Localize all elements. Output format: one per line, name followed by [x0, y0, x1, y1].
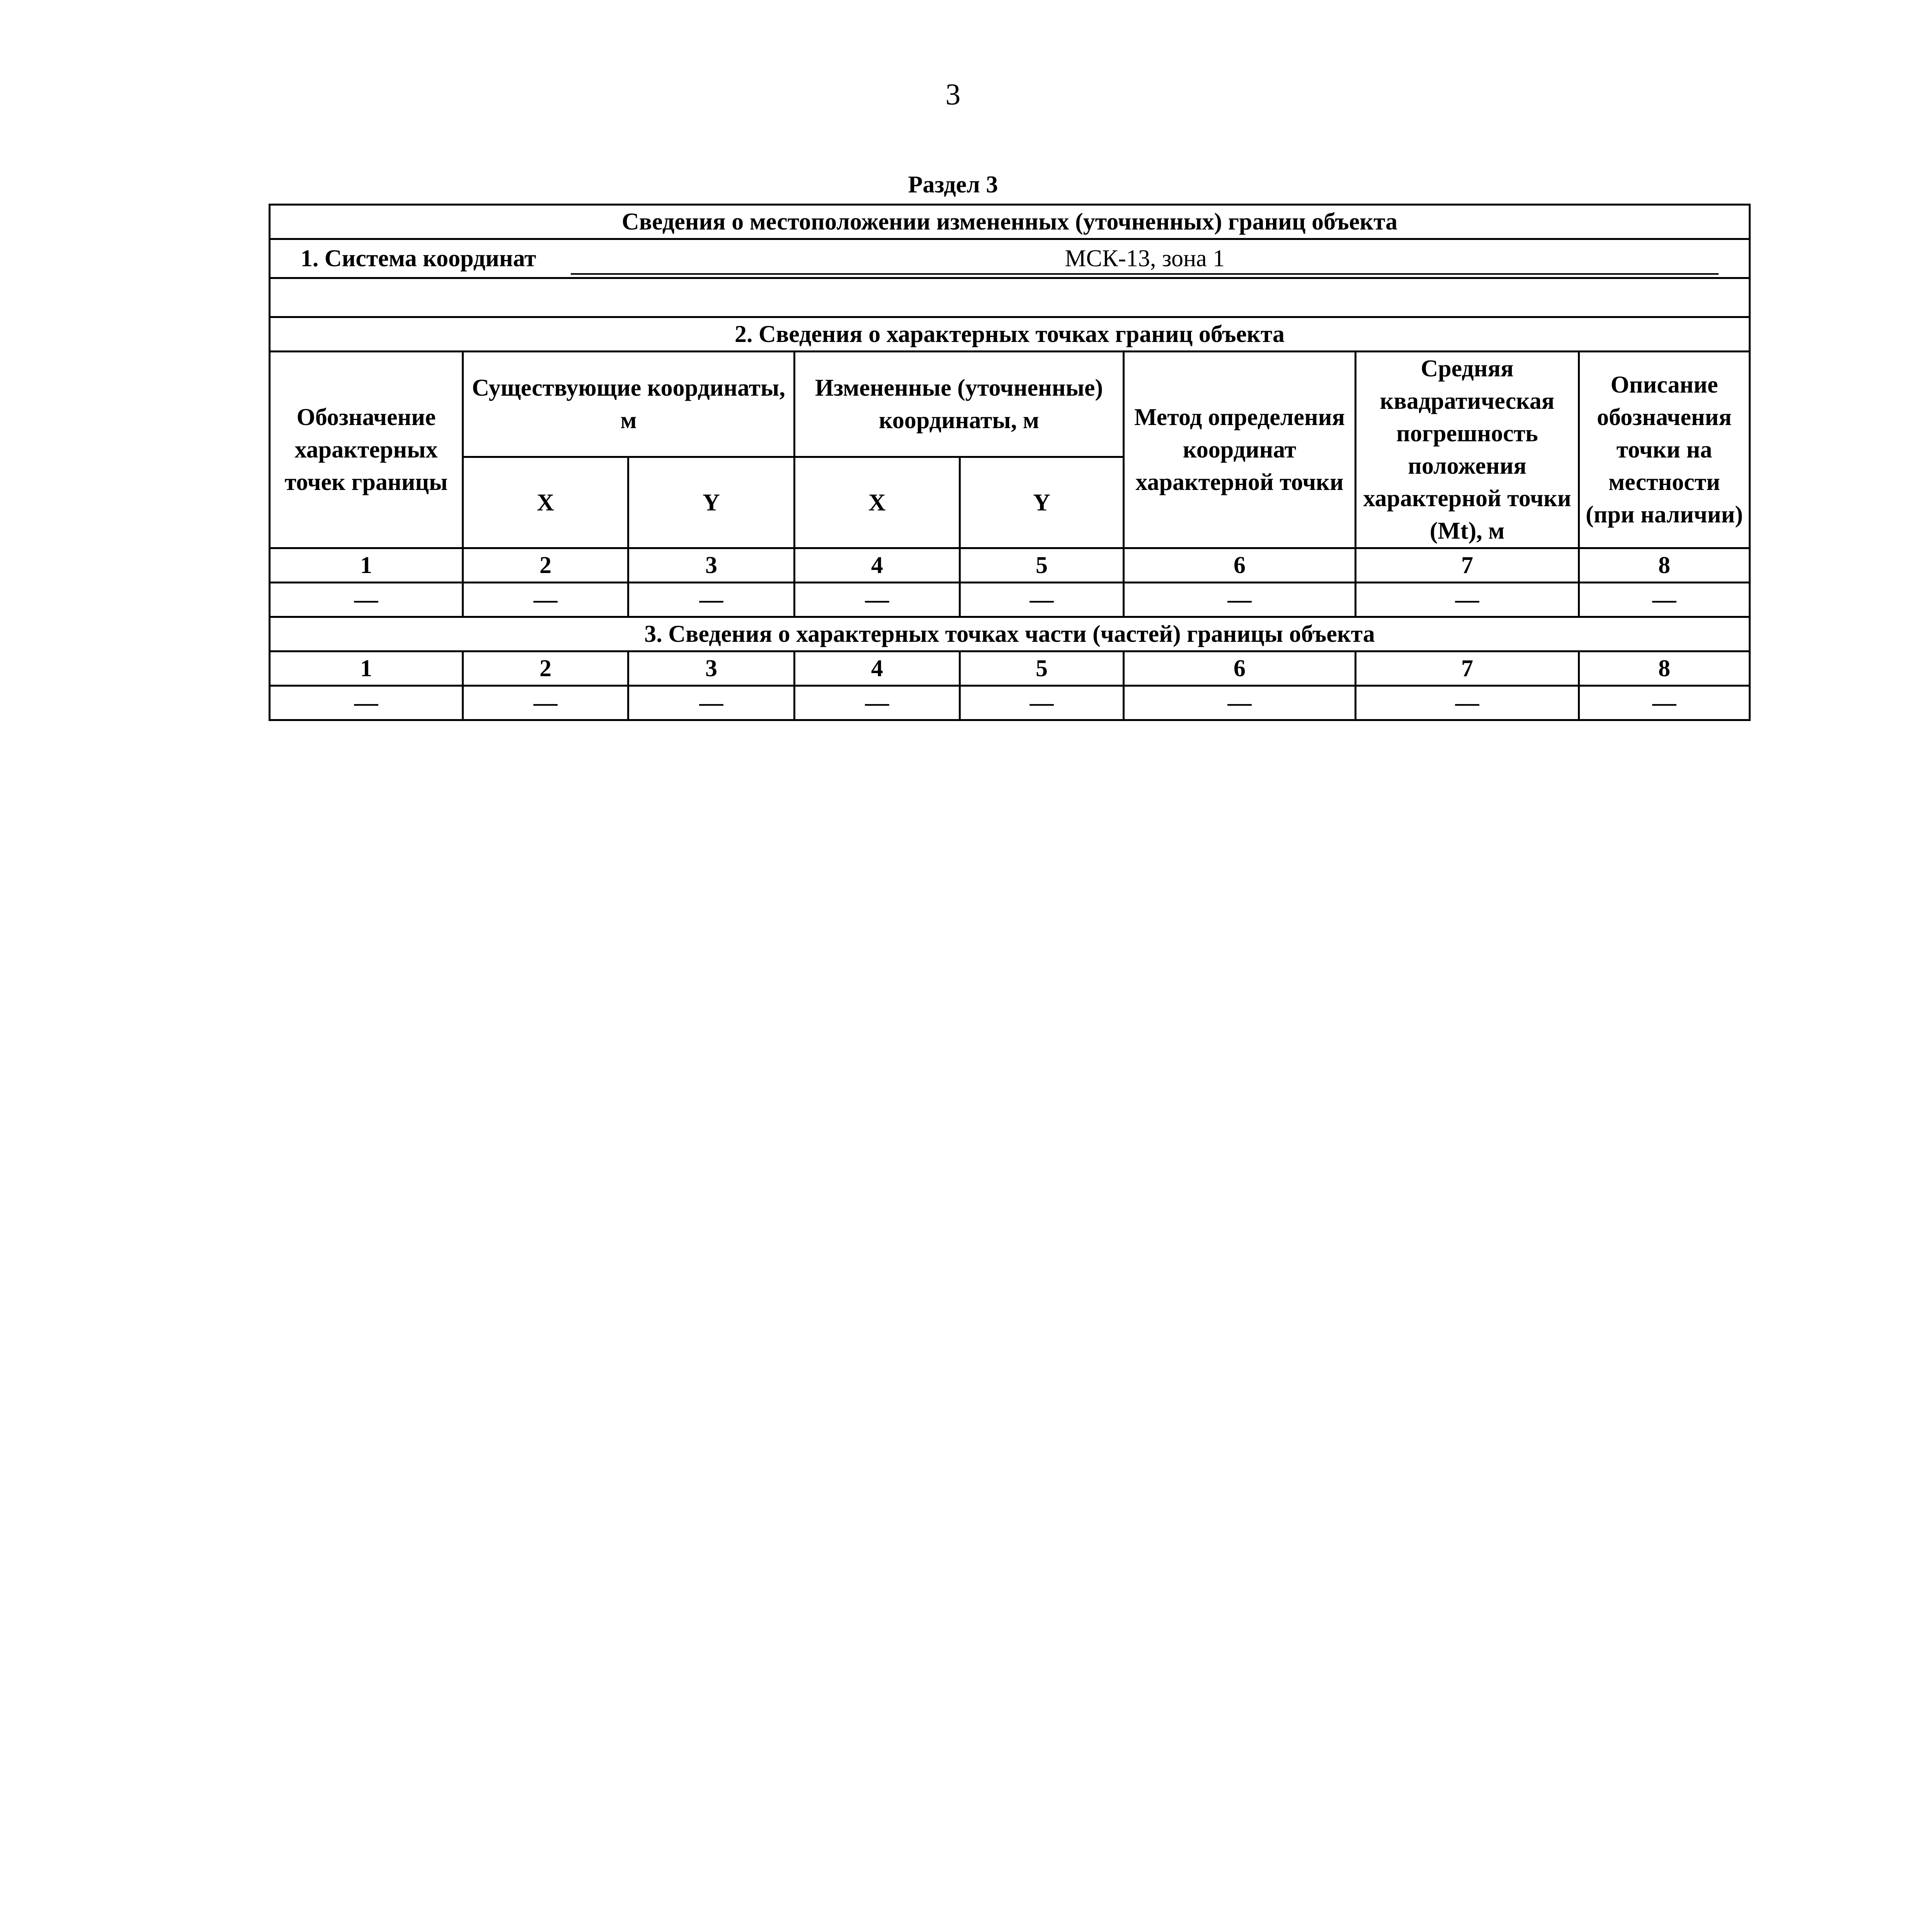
column-number: 3	[628, 651, 795, 686]
column-number: 7	[1356, 651, 1579, 686]
column-number: 6	[1124, 548, 1356, 583]
parts-section-title: 3. Сведения о характерных точках части (частей) границы объекта	[270, 617, 1750, 651]
boundary-table	[269, 204, 1751, 721]
header-error: Средняя квадратическая погрешность положения характерной точки (Mt), м	[1356, 352, 1579, 548]
table-cell: —	[628, 686, 795, 720]
table-cell: —	[1124, 686, 1356, 720]
table-cell: —	[960, 686, 1124, 720]
parts-section-title-row	[270, 617, 1750, 651]
parts-column-numbers-row	[270, 651, 1750, 686]
table-row	[270, 583, 1750, 617]
coordinate-system-label: 1. Система координат	[300, 245, 536, 272]
table-cell: —	[463, 686, 628, 720]
section-title: Раздел 3	[908, 172, 998, 198]
header-existing-y: Y	[628, 457, 795, 548]
column-number: 5	[960, 548, 1124, 583]
header-changed-x: X	[795, 457, 960, 548]
column-number: 8	[1579, 651, 1750, 686]
table-cell: —	[463, 583, 628, 617]
blank-row	[270, 278, 1750, 317]
header-changed-coords: Измененные (уточненные) координаты, м	[795, 352, 1124, 457]
table-cell: —	[795, 583, 960, 617]
table-cell: —	[1356, 583, 1579, 617]
coordinate-system-value: МСК-13, зона 1	[571, 244, 1719, 275]
table-cell: —	[795, 686, 960, 720]
column-number: 7	[1356, 548, 1579, 583]
coordinate-system-row	[270, 239, 1750, 278]
table-cell: —	[1579, 686, 1750, 720]
column-number: 1	[270, 548, 463, 583]
column-number: 3	[628, 548, 795, 583]
coordinate-system-cell	[270, 239, 1750, 278]
header-existing-coords: Существующие координаты, м	[463, 352, 795, 457]
column-number: 1	[270, 651, 463, 686]
column-number: 6	[1124, 651, 1356, 686]
column-number: 5	[960, 651, 1124, 686]
header-existing-x: X	[463, 457, 628, 548]
column-number: 8	[1579, 548, 1750, 583]
table-title-row	[270, 205, 1750, 239]
header-changed-y: Y	[960, 457, 1124, 548]
table-cell: —	[1579, 583, 1750, 617]
points-section-title-row	[270, 317, 1750, 352]
header-method: Метод определения координат характерной точки	[1124, 352, 1356, 548]
column-number: 2	[463, 548, 628, 583]
column-number: 4	[795, 548, 960, 583]
column-number: 4	[795, 651, 960, 686]
table-cell: —	[960, 583, 1124, 617]
points-section-title: 2. Сведения о характерных точках границ объекта	[270, 317, 1750, 352]
table-cell: —	[628, 583, 795, 617]
table-cell: —	[1124, 583, 1356, 617]
points-column-numbers-row	[270, 548, 1750, 583]
table-cell: —	[1356, 686, 1579, 720]
header-designation: Обозначение характерных точек границы	[270, 352, 463, 548]
column-number: 2	[463, 651, 628, 686]
points-header-row-1	[270, 352, 1750, 457]
header-description: Описание обозначения точки на местности (при наличии)	[1579, 352, 1750, 548]
blank-cell	[270, 278, 1750, 317]
table-row	[270, 686, 1750, 720]
page-number: 3	[945, 77, 961, 111]
table-title: Сведения о местоположении измененных (уточненных) границ объекта	[270, 205, 1750, 239]
table-cell: —	[270, 583, 463, 617]
table-cell: —	[270, 686, 463, 720]
